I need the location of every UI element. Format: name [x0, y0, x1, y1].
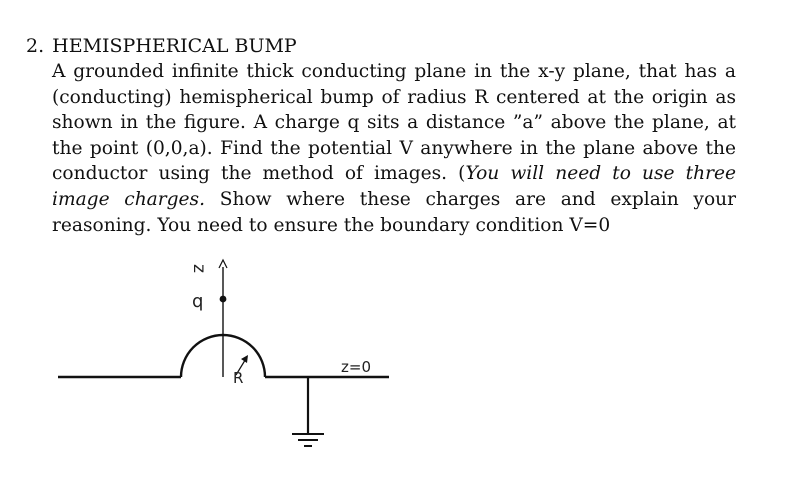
- hemisphere-figure: [0, 240, 420, 470]
- problem-block: [26, 33, 736, 238]
- problem-heading: [26, 33, 736, 59]
- problem-statement: [52, 59, 736, 238]
- z-axis-label: z: [189, 264, 209, 273]
- problem-text-part1: A grounded infinite thick conducting plane in the x-y plane, that has a (conducting) hemispherical bump of radius R centered at the origin as shown in the figure. A charge q sits a distance ”a” above the plane, at the point (0,0,a). Find the potential V anywhere in the plane above the conductor using the method of images. (: [52, 61, 736, 185]
- z-axis-arrowhead: [219, 260, 227, 268]
- radius-label: R: [233, 369, 244, 387]
- problem-title: HEMISPHERICAL BUMP: [52, 35, 297, 57]
- problem-text-italic: You will need to use three image charges.: [52, 163, 736, 210]
- problem-number: 2.: [26, 35, 45, 57]
- charge-q-dot: [220, 296, 227, 303]
- plane-label: z=0: [341, 358, 371, 376]
- problem-text-part2: Show where these charges are and explain your reasoning. You need to ensure the boundary condition V=0: [52, 188, 736, 236]
- charge-label: q: [192, 291, 204, 312]
